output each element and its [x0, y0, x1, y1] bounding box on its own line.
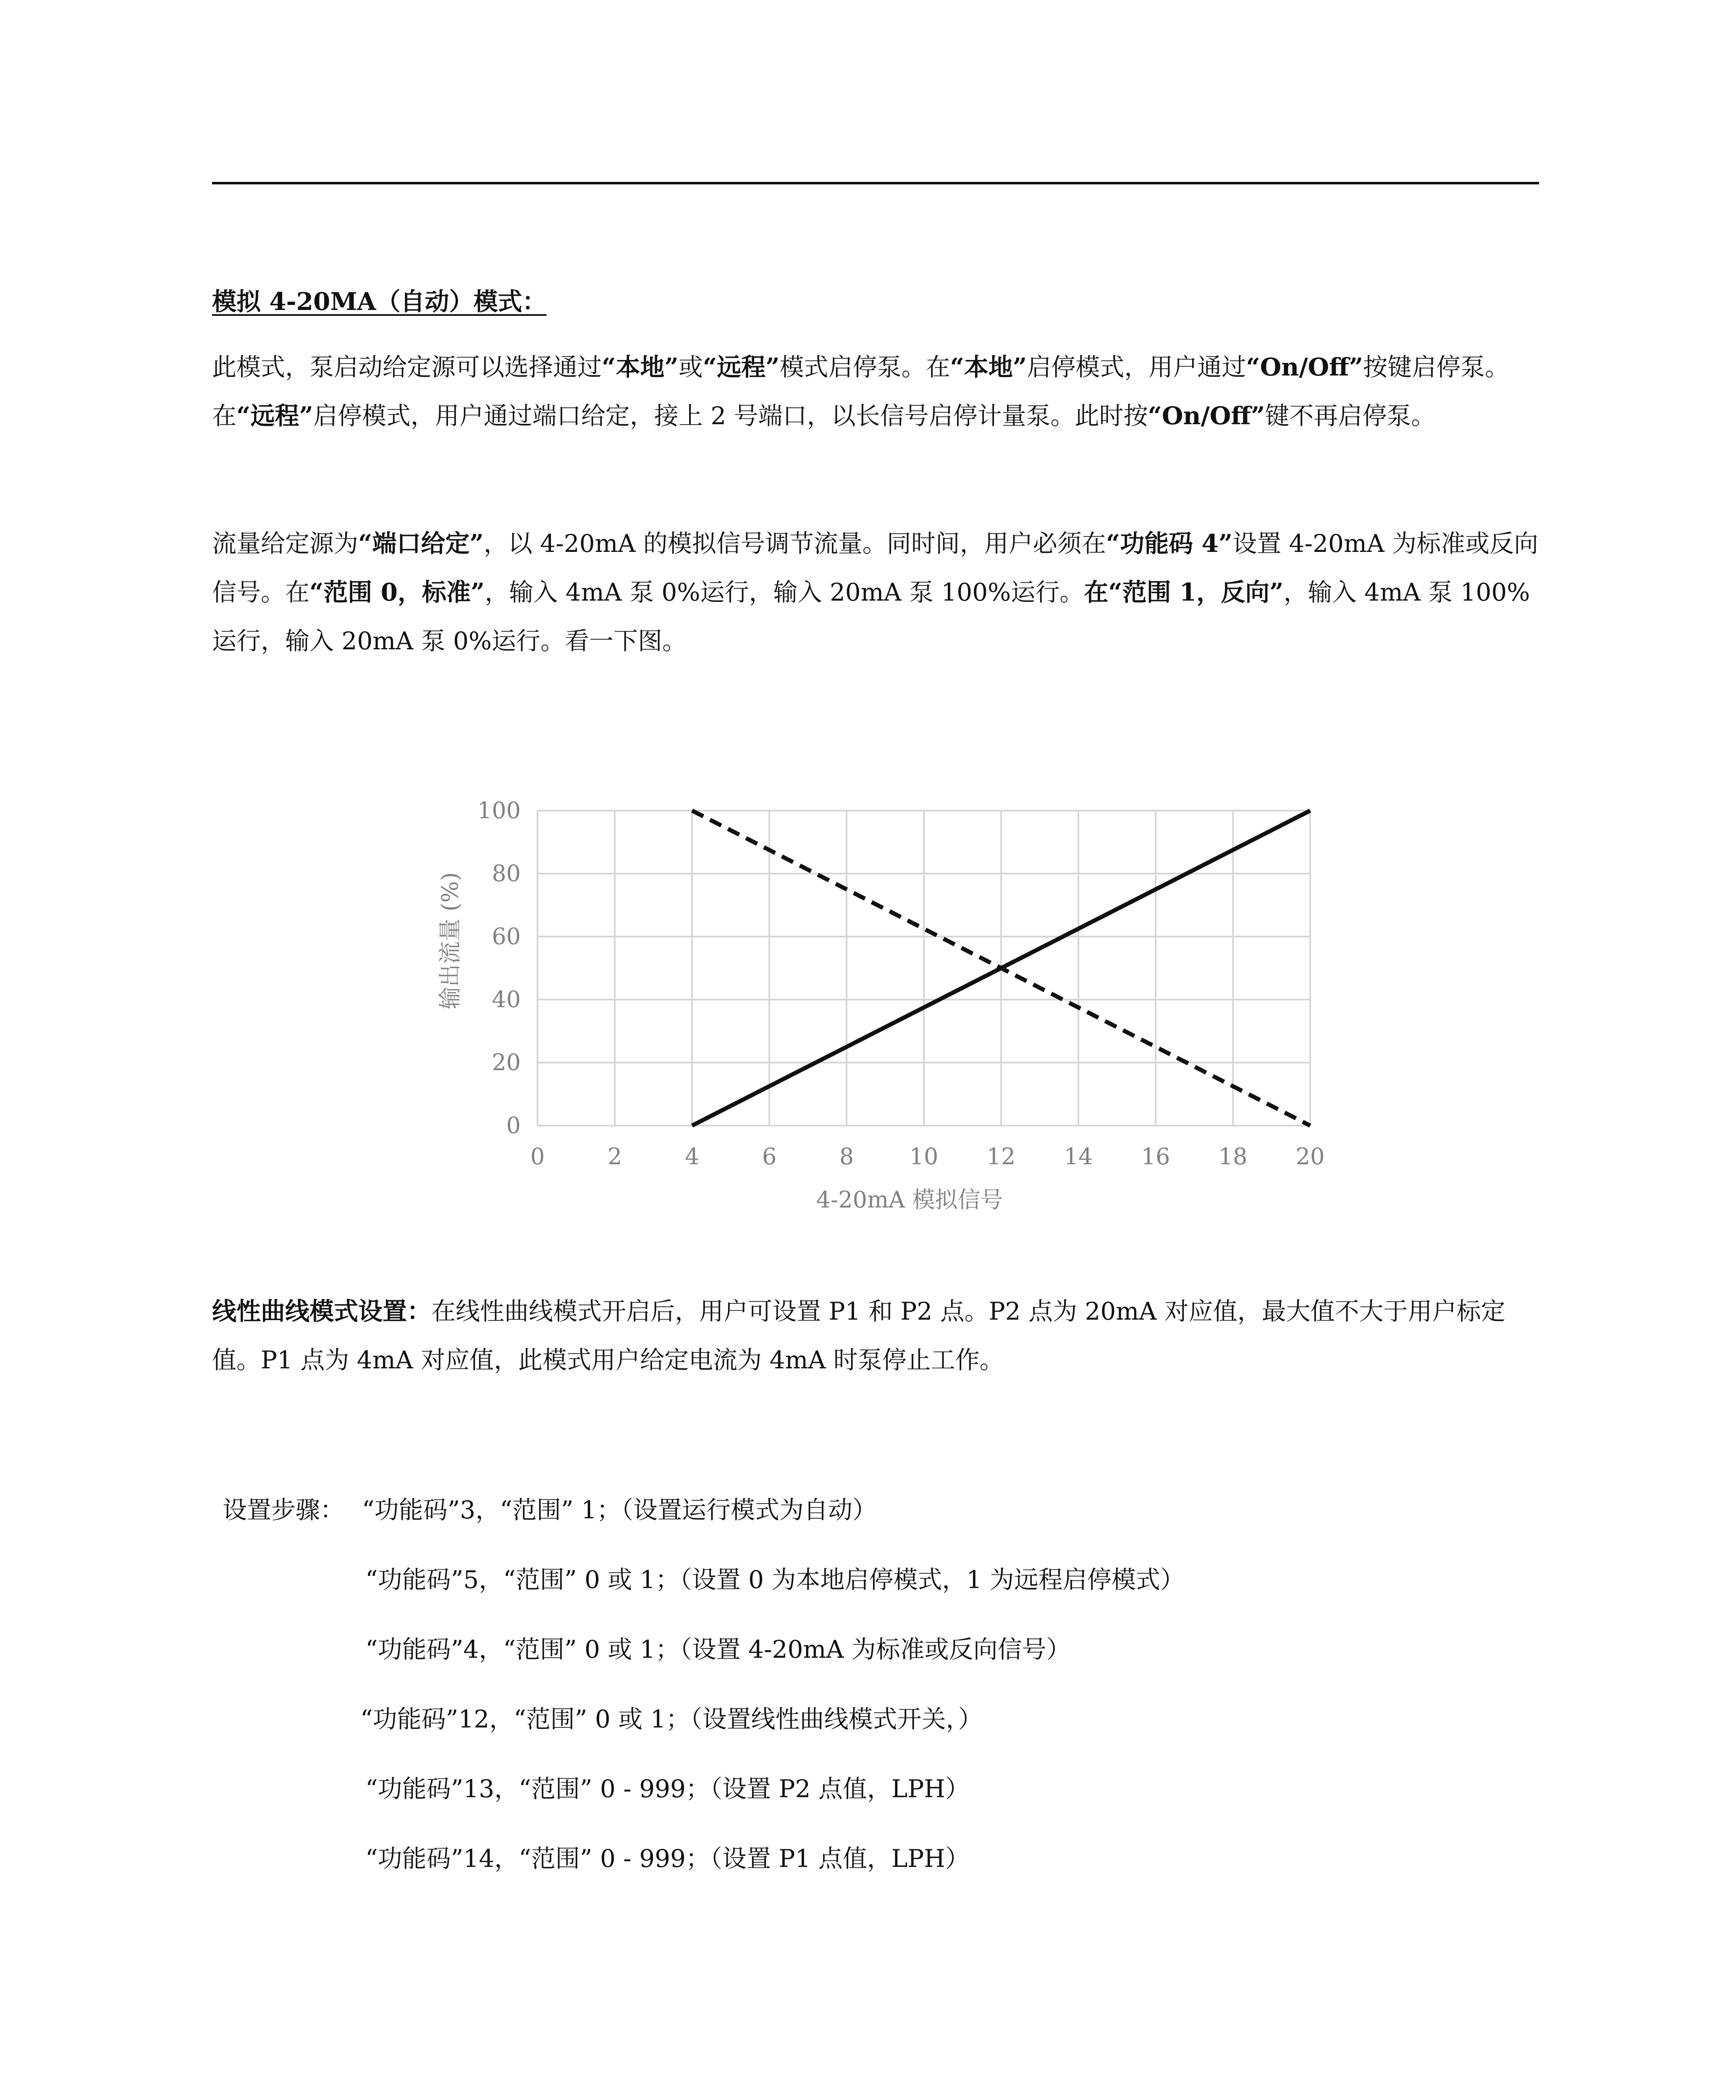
- section-heading: 模拟 4-20MA（自动）模式：: [212, 287, 547, 316]
- text-run: “端口给定”: [358, 529, 484, 558]
- text-run: 模式启停泵。在: [779, 353, 950, 381]
- x-tick-label: 20: [1295, 1143, 1325, 1170]
- x-tick-label: 18: [1218, 1143, 1248, 1170]
- x-tick-label: 10: [909, 1143, 939, 1170]
- text-run: “On/Off”: [1148, 402, 1265, 430]
- text-run: 在“范围 1，反向”: [1084, 578, 1284, 606]
- paragraph-flow-source: [212, 519, 1539, 665]
- chart-tick-labels: [477, 797, 1324, 1170]
- text-run: “本地”: [950, 353, 1027, 381]
- chart-grid: [538, 811, 1310, 1126]
- text-run: 设置 4-20mA 为标准或反向信号。在: [212, 529, 1539, 606]
- x-tick-label: 8: [839, 1143, 854, 1170]
- paragraph-linear-curve: [212, 1287, 1539, 1384]
- chart-xlabel: 4-20mA 模拟信号: [816, 1186, 1003, 1213]
- x-tick-label: 12: [986, 1143, 1016, 1170]
- text-run: “远程”: [703, 353, 780, 381]
- text-run: 启停模式，用户通过端口给定，接上 2 号端口，以长信号启停计量泵。此时按: [313, 402, 1148, 430]
- text-run: 线性曲线模式设置：: [212, 1297, 432, 1326]
- x-tick-label: 2: [607, 1143, 622, 1170]
- y-tick-label: 100: [477, 797, 521, 824]
- header-rule: [212, 182, 1539, 184]
- text-run: 启停模式，用户通过: [1027, 353, 1246, 381]
- x-tick-label: 0: [530, 1143, 545, 1170]
- step-item: “功能码”13，“范围” 0 - 999；（设置 P2 点值，LPH）: [365, 1774, 970, 1803]
- text-run: 流量给定源为: [212, 529, 359, 558]
- text-run: “功能码 4”: [1106, 529, 1233, 558]
- text-run: 在线性曲线模式开启后，用户可设置 P1 和 P2 点。P2 点为 20mA 对应值，最大值不大于用户标定值。P1 点为 4mA 对应值，此模式用户给定电流为 4mA 时泵停止工作。: [212, 1297, 1505, 1374]
- text-run: “本地”: [602, 353, 679, 381]
- text-run: 按键启停泵。在: [212, 353, 1510, 430]
- step-item: “功能码”12，“范围” 0 或 1；（设置线性曲线模式开关，）: [360, 1705, 983, 1733]
- y-tick-label: 80: [492, 860, 521, 887]
- text-run: 键不再启停泵。: [1265, 402, 1436, 430]
- x-tick-label: 6: [762, 1143, 777, 1170]
- y-tick-label: 40: [492, 986, 521, 1013]
- y-tick-label: 0: [506, 1112, 521, 1139]
- text-run: ，以 4-20mA 的模拟信号调节流量。同时间，用户必须在: [483, 529, 1106, 558]
- flow-chart: [420, 777, 1344, 1231]
- text-run: “On/Off”: [1246, 353, 1363, 381]
- step-item: “功能码”4，“范围” 0 或 1；（设置 4-20mA 为标准或反向信号）: [365, 1635, 1071, 1664]
- step-item: “功能码”14，“范围” 0 - 999；（设置 P1 点值，LPH）: [365, 1844, 970, 1873]
- text-run: 或: [678, 353, 703, 381]
- text-run: “范围 0，标准”: [309, 578, 485, 606]
- step-item: “功能码”3，“范围” 1；（设置运行模式为自动）: [362, 1496, 877, 1524]
- y-tick-label: 20: [492, 1049, 521, 1076]
- chart-ylabel: 输出流量 (%): [437, 872, 463, 1010]
- text-run: ，输入 4mA 泵 0%运行，输入 20mA 泵 100%运行。: [485, 578, 1084, 606]
- text-run: ，输入 4mA 泵 100%运行，输入 20mA 泵 0%运行。看一下图。: [212, 578, 1530, 655]
- text-run: “远程”: [236, 402, 313, 430]
- x-tick-label: 4: [684, 1143, 700, 1170]
- text-run: 此模式，泵启动给定源可以选择通过: [212, 353, 602, 381]
- steps-label: 设置步骤：: [223, 1496, 345, 1524]
- paragraph-mode-description: [212, 343, 1539, 440]
- step-item: “功能码”5，“范围” 0 或 1；（设置 0 为本地启停模式，1 为远程启停模式）: [365, 1565, 1185, 1594]
- y-tick-label: 60: [492, 923, 521, 950]
- x-tick-label: 14: [1064, 1143, 1093, 1170]
- x-tick-label: 16: [1141, 1143, 1170, 1170]
